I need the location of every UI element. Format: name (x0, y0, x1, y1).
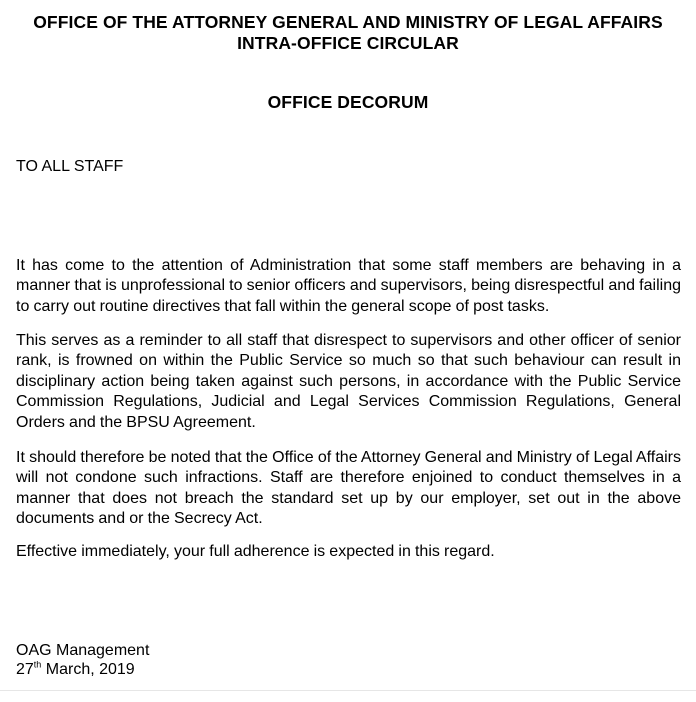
signature-block (16, 641, 149, 679)
body-paragraph-2: This serves as a reminder to all staff that disrespect to supervisors and other officer of senior rank, is frowned on within the Public Service so much so that such behaviour can result in disciplinary action being taken against such persons, in accordance with the Public Service Commission Regulations, Judicial and Legal Services Commission Regulations, General Orders and the BPSU Agreement. (16, 332, 681, 431)
circular-title: OFFICE DECORUM (267, 92, 429, 112)
date-day: 27 (16, 661, 34, 678)
body-paragraph-3: It should therefore be noted that the Office of the Attorney General and Ministry of Legal Affairs will not condone such infractions. Staff are therefore enjoined to conduct themselves in a manner that does not breach the standard set up by our employer, set out in the above documents and or the Secrecy Act. (16, 449, 681, 528)
signature-name: OAG Management (16, 642, 150, 659)
date-month-year: March, 2019 (41, 661, 135, 678)
bottom-divider (0, 690, 696, 691)
body-paragraph-4: Effective immediately, your full adherence is expected in this regard. (16, 543, 495, 560)
circular-type-heading: INTRA-OFFICE CIRCULAR (237, 33, 459, 53)
office-name-heading: OFFICE OF THE ATTORNEY GENERAL AND MINISTRY OF LEGAL AFFAIRS (33, 12, 663, 32)
date-suffix: th (33, 659, 42, 670)
salutation: TO ALL STAFF (16, 158, 124, 175)
signature-date (16, 660, 149, 679)
body-paragraph-1: It has come to the attention of Administration that some staff members are behaving in a manner that is unprofessional to senior officers and supervisors, being disrespectful and failing to carry out routine directives that fall within the general scope of post tasks. (16, 257, 681, 315)
